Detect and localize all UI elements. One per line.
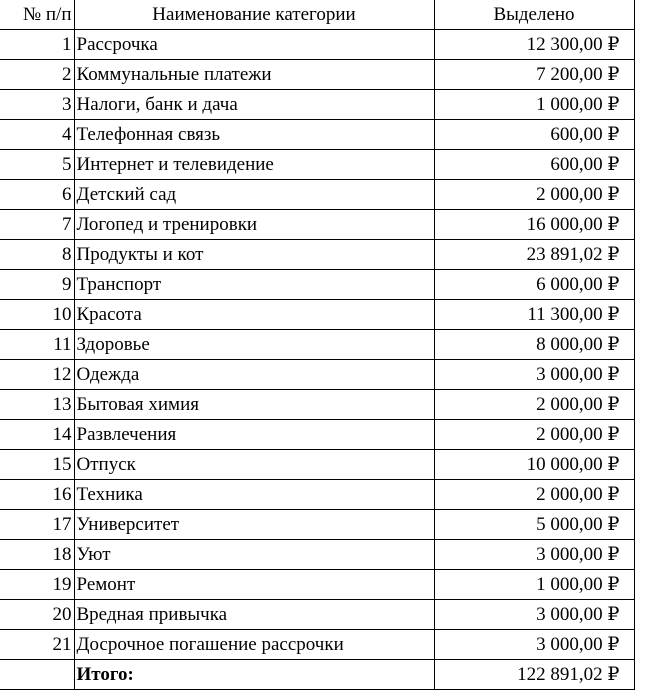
row-number: 2 <box>0 60 74 90</box>
table-row <box>0 360 634 390</box>
table-row <box>0 180 634 210</box>
category-name: Отпуск <box>74 450 434 480</box>
table-row <box>0 570 634 600</box>
table-row <box>0 630 634 660</box>
category-name: Уют <box>74 540 434 570</box>
header-number: № п/п <box>0 0 74 30</box>
table-row <box>0 240 634 270</box>
row-number: 21 <box>0 630 74 660</box>
category-name: Бытовая химия <box>74 390 434 420</box>
allocated-amount: 3 000,00 ₽ <box>434 600 634 630</box>
table-row <box>0 90 634 120</box>
table-row <box>0 270 634 300</box>
category-name: Интернет и телевидение <box>74 150 434 180</box>
category-name: Детский сад <box>74 180 434 210</box>
category-name: Досрочное погашение рассрочки <box>74 630 434 660</box>
allocated-amount: 7 200,00 ₽ <box>434 60 634 90</box>
table-row <box>0 450 634 480</box>
row-number: 11 <box>0 330 74 360</box>
row-number: 17 <box>0 510 74 540</box>
table-row <box>0 600 634 630</box>
category-name: Ремонт <box>74 570 434 600</box>
allocated-amount: 10 000,00 ₽ <box>434 450 634 480</box>
row-number: 13 <box>0 390 74 420</box>
category-name: Транспорт <box>74 270 434 300</box>
allocated-amount: 2 000,00 ₽ <box>434 480 634 510</box>
row-number: 19 <box>0 570 74 600</box>
category-name: Развлечения <box>74 420 434 450</box>
table-row <box>0 30 634 60</box>
row-number: 1 <box>0 30 74 60</box>
category-name: Красота <box>74 300 434 330</box>
category-name: Налоги, банк и дача <box>74 90 434 120</box>
category-name: Коммунальные платежи <box>74 60 434 90</box>
category-name: Здоровье <box>74 330 434 360</box>
allocated-amount: 3 000,00 ₽ <box>434 540 634 570</box>
table-row <box>0 420 634 450</box>
category-name: Одежда <box>74 360 434 390</box>
table-row <box>0 60 634 90</box>
row-number: 15 <box>0 450 74 480</box>
total-label: Итого: <box>74 660 434 690</box>
allocated-amount: 8 000,00 ₽ <box>434 330 634 360</box>
row-number: 7 <box>0 210 74 240</box>
allocated-amount: 5 000,00 ₽ <box>434 510 634 540</box>
row-number: 12 <box>0 360 74 390</box>
allocated-amount: 3 000,00 ₽ <box>434 360 634 390</box>
header-allocated: Выделено <box>434 0 634 30</box>
table-row <box>0 390 634 420</box>
header-row <box>0 0 634 30</box>
table-row <box>0 120 634 150</box>
category-name: Техника <box>74 480 434 510</box>
row-number: 8 <box>0 240 74 270</box>
row-number: 6 <box>0 180 74 210</box>
allocated-amount: 2 000,00 ₽ <box>434 420 634 450</box>
allocated-amount: 2 000,00 ₽ <box>434 390 634 420</box>
table-row <box>0 300 634 330</box>
row-number: 9 <box>0 270 74 300</box>
allocated-amount: 600,00 ₽ <box>434 150 634 180</box>
row-number: 5 <box>0 150 74 180</box>
allocated-amount: 6 000,00 ₽ <box>434 270 634 300</box>
table-row <box>0 510 634 540</box>
allocated-amount: 12 300,00 ₽ <box>434 30 634 60</box>
category-name: Логопед и тренировки <box>74 210 434 240</box>
category-name: Телефонная связь <box>74 120 434 150</box>
row-number: 20 <box>0 600 74 630</box>
allocated-amount: 600,00 ₽ <box>434 120 634 150</box>
allocated-amount: 1 000,00 ₽ <box>434 570 634 600</box>
allocated-amount: 23 891,02 ₽ <box>434 240 634 270</box>
row-number: 18 <box>0 540 74 570</box>
row-number: 4 <box>0 120 74 150</box>
header-category-name: Наименование категории <box>74 0 434 30</box>
table-row <box>0 150 634 180</box>
category-name: Вредная привычка <box>74 600 434 630</box>
allocated-amount: 3 000,00 ₽ <box>434 630 634 660</box>
allocated-amount: 16 000,00 ₽ <box>434 210 634 240</box>
table-row <box>0 330 634 360</box>
total-amount: 122 891,02 ₽ <box>434 660 634 690</box>
row-number: 10 <box>0 300 74 330</box>
allocated-amount: 11 300,00 ₽ <box>434 300 634 330</box>
category-name: Университет <box>74 510 434 540</box>
row-number: 3 <box>0 90 74 120</box>
allocated-amount: 1 000,00 ₽ <box>434 90 634 120</box>
table-row <box>0 540 634 570</box>
table-row <box>0 480 634 510</box>
category-name: Продукты и кот <box>74 240 434 270</box>
total-number-cell <box>0 660 74 690</box>
category-name: Рассрочка <box>74 30 434 60</box>
row-number: 16 <box>0 480 74 510</box>
total-row <box>0 660 634 690</box>
table-row <box>0 210 634 240</box>
allocated-amount: 2 000,00 ₽ <box>434 180 634 210</box>
row-number: 14 <box>0 420 74 450</box>
